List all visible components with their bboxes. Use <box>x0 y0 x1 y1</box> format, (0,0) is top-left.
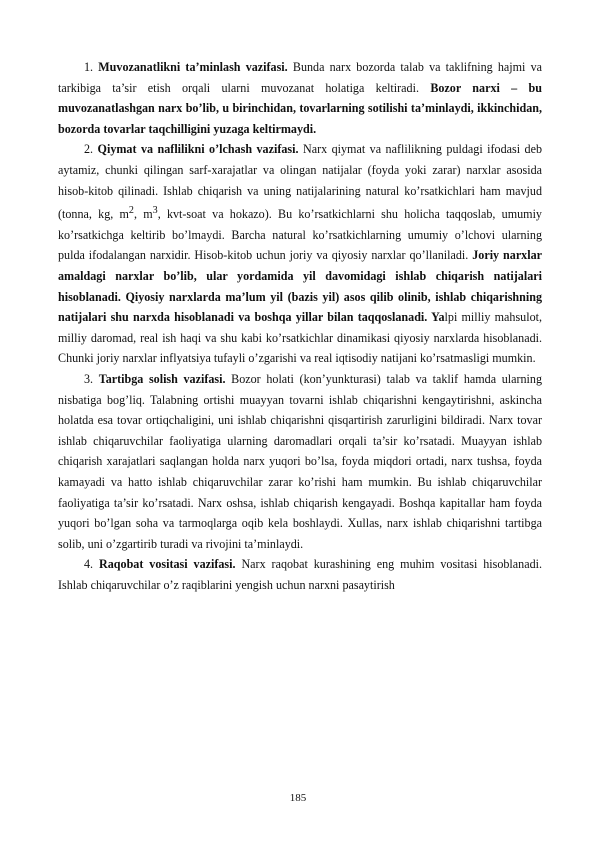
item-number: 4. <box>84 557 94 572</box>
paragraph-equilibrium <box>58 57 542 139</box>
item-number: 1. <box>84 60 94 74</box>
item-title: Muvozanatlikni ta’minlash vazifasi. <box>98 60 288 74</box>
item-text: Narx raqobat kurashining eng muhim vositasi hisoblanadi. Ishlab chiqaruvchilar o’z raqiblarini yengish uchun narxni pasaytirish <box>58 557 543 592</box>
item-number: 2. <box>84 142 94 157</box>
superscript: 2 <box>128 205 134 217</box>
document-body <box>58 57 542 595</box>
paragraph-regulation <box>58 369 542 554</box>
item-text: , kvt-soat va hokazo). Bu ko’rsatkichlarni shu holicha taqqoslab, umumiy ko’rsatkichga keltirib bo’lmaydi. Barcha natural ko’rsatkichlarning umumiy o’lchovi ularning pulda ifodalangan narxidir. Hisob-kitob uchun joriy va qiyosiy narxlar qo’llaniladi. <box>58 207 542 263</box>
item-text: Narx qiymat va naflilikning puldagi ifodasi deb aytamiz, chunki qilingan sarf-xarajatlar va olingan natijalar (foyda yoki zarar) narxlar asosida hisob-kitob qilinadi. Ishlab chiqarish va uning natijalarining natural ko’rsatkichlari ham mavjud (tonna, kg, m <box>58 142 542 222</box>
item-number: 3. <box>84 371 94 386</box>
paragraph-value-measure <box>58 139 542 369</box>
item-title: Qiymat va naflilikni o’lchash vazifasi. <box>97 142 299 157</box>
item-title: Tartibga solish vazifasi. <box>98 371 226 386</box>
item-text: lpi milliy mahsulot, milliy daromad, real ish haqi va shu kabi ko’rsatkichlar dinamikasi qiyosiy narxlarda hisoblanadi. Chunki joriy narxlar inflyatsiya tufayli o’zgarishi va real iqtisodiy natijani ko’rsatmasligi mumkin. <box>58 310 543 366</box>
item-text: Bunda narx bozorda talab va taklifning hajmi va tarkibiga ta’sir etish orqali ularni muvozanat holatiga keltiradi. <box>58 60 543 95</box>
item-title: Raqobat vositasi vazifasi. <box>99 557 236 572</box>
superscript: 3 <box>152 205 158 217</box>
item-definition: Joriy narxlar amaldagi narxlar bo’lib, ular yordamida yil davomidagi ishlab chiqarish natijalari hisoblanadi. Qiyosiy narxlarda ma’lum yil (bazis yil) asos qilib olinib, ishlab chiqarishning natijalari shu narxda hisoblanadi va boshqa yillar bilan taqqoslanadi. Ya <box>58 248 543 325</box>
item-text: Bozor holati (kon’yunkturasi) talab va taklif hamda ularning nisbatiga bog’liq. Talabning ortishi muayyan tovarni ishlab chiqarishni kengaytirishni, askincha holatda esa tovar ortiqchaligini, uni ishlab chiqarishni qisqartirish zarurligini bildiradi. Narx tovar ishlab chiqaruvchilar faoliyatiga ularning daromadlari orqali ta’sir ko’rsatadi. Muayyan ishlab chiqarish xarajatlari saqlangan holda narx yuqori bo’lsa, foyda miqdori ortadi, narx tushsa, foyda kamayadi va hatto ishlab chiqaruvchilar zarar ko’rishi ham mumkin. Bu ishlab chiqaruvchilar faoliyatiga ta’sir ko’rsatadi. Narx oshsa, ishlab chiqarish kengayadi. Boshqa kapitallar ham foyda yuqori bo’lgan soha va tarmoqlarga oqib kela boshlaydi. Xullas, narx ishlab chiqarishni tartibga solib, uni o’zgartirib turadi va rivojini ta’minlaydi. <box>58 371 543 551</box>
item-text: , m <box>133 207 153 222</box>
page-number: 185 <box>289 792 307 804</box>
item-definition: Bozor narxi – bu muvozanatlashgan narx bo’lib, u birinchidan, tovarlarning sotilishi ta’minlaydi, ikkinchidan, bozorda tovarlar taqchilligini yuzaga keltirmaydi. <box>58 80 542 136</box>
paragraph-competition <box>58 554 542 595</box>
